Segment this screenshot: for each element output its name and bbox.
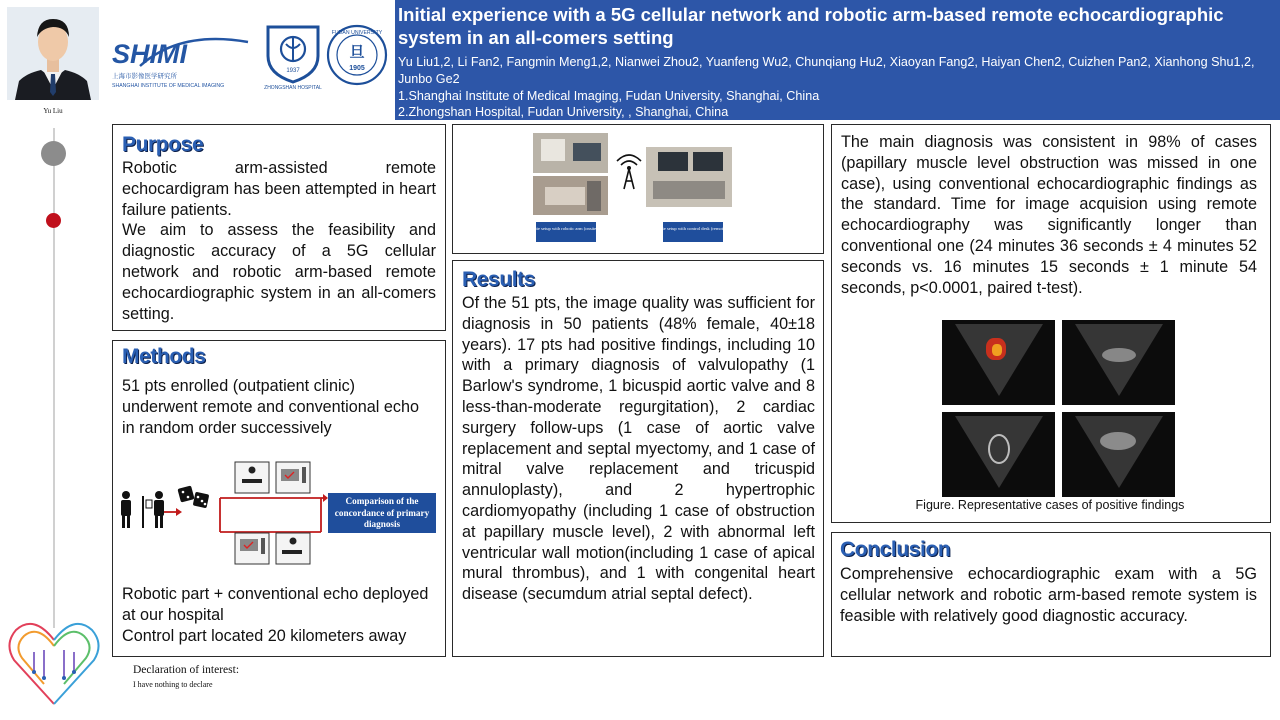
affiliations (398, 88, 1276, 120)
purpose-heading: Purpose (122, 133, 204, 156)
echo-image-3 (942, 412, 1055, 497)
methods-intro: 51 pts enrolled (outpatient clinic) underwent remote and conventional echo in random order successively (122, 377, 419, 437)
photo-caption: Yu Liu (43, 107, 63, 115)
fudan-logo-character: 旦 (349, 43, 365, 61)
results-heading: Results (462, 268, 536, 291)
zhongshan-logo-name: ZHONGSHAN HOSPITAL (264, 85, 322, 90)
title-banner (395, 0, 1280, 120)
methods-note-1: Robotic part + conventional echo deployed at our hospital (122, 585, 429, 624)
echo-image-1 (942, 320, 1055, 405)
purpose-section (112, 124, 446, 331)
fudan-logo-year: 1905 (349, 65, 365, 72)
zhongshan-logo-year: 1937 (286, 68, 300, 74)
shimi-logo-chinese: 上海市影像医学研究所 (112, 72, 177, 80)
methods-note-2: Control part located 20 kilometers away (122, 626, 407, 645)
fudan-university-logo (326, 22, 388, 90)
timeline-dot-grey (41, 141, 66, 166)
echo-image-4 (1062, 412, 1175, 497)
methods-notes (122, 584, 442, 646)
setup-caption-left: On-site setup with robotic arm (onsite end) (526, 226, 606, 231)
methods-heading: Methods (122, 345, 206, 368)
fudan-logo-name: FUDAN UNIVERSITY (331, 30, 383, 36)
shimi-logo-english: SHANGHAI INSTITUTE OF MEDICAL IMAGING (112, 83, 225, 89)
declaration-title: Declaration of interest: (133, 664, 240, 676)
poster-title: Initial experience with a 5G cellular network and robotic arm-based remote echocardiographic system in an all-comers setting (398, 4, 1224, 48)
affiliation-1: 1.Shanghai Institute of Medical Imaging, Fudan University, Shanghai, China (398, 89, 820, 103)
comparison-box: Comparison of the concordance of primary diagnosis (328, 493, 436, 533)
declaration-detail: I have nothing to declare (133, 680, 213, 689)
findings-text: The main diagnosis was consistent in 98% of cases (papillary muscle level obstruction was missed in one case), using conventional echocardiographic findings as the standard. Time for image acquision using remote echocardiography was significantly longer than conventional one (24 minutes 36 seconds ± 4 minutes 52 seconds vs. 16 minutes 15 seconds ± 1 minute 54 seconds, p<0.0001, paired t-test). (841, 133, 1257, 297)
setup-figure (452, 124, 824, 254)
purpose-paragraph-2: We aim to assess the feasibility and diagnostic accuracy of a 5G cellular network and robotic arm-based remote echocardiographic system in an all-comers setting. (122, 221, 436, 323)
purpose-paragraph-1: Robotic arm-assisted remote echocardigram has been attempted in heart failure patients. (122, 159, 436, 219)
timeline-dot-red (46, 213, 61, 228)
shimi-logo (110, 22, 252, 90)
setup-caption-right: Remote setup with control desk (remote end) (651, 226, 735, 231)
conclusion-section (831, 532, 1271, 657)
timeline-line (53, 128, 55, 628)
findings-figure-caption: Figure. Representative cases of positive findings (915, 498, 1185, 512)
circuit-heart-graphic (4, 612, 104, 712)
results-text: Of the 51 pts, the image quality was sufficient for diagnosis in 50 patients (48% female, 40±18 years). 17 pts had positive findings, including 10 with a primary diagnosis of valvulopathy (1 Barlow's syndrome, 1 bicuspid aortic valve and 8 less-than-moderate regurgitation), 2 cardiac surgery follow-ups (1 case of aortic valve replacement and septal myectomy, and 1 case of mitral valve replacement and tricuspid annuloplasty), and 2 hypertrophic cardiomyopathy (including 1 case of obstruction at papillary muscle level), 2 with abnormal left ventricular wall motion(including 1 case of apical mural thrombus), and 1 with congenital heart disease (secumdum atrial septal defect). (462, 294, 815, 604)
echo-image-2 (1062, 320, 1175, 405)
conclusion-heading: Conclusion (840, 538, 951, 561)
zhongshan-hospital-logo (262, 22, 324, 90)
author-photo (7, 7, 99, 100)
results-section (452, 260, 824, 657)
affiliation-2: 2.Zhongshan Hospital, Fudan University, , Shanghai, China (398, 105, 729, 119)
conclusion-text: Comprehensive echocardiographic exam with a 5G cellular network and robotic arm-based remote system is feasible with relatively good diagnostic accuracy. (840, 565, 1257, 625)
shimi-logo-text: SHIMI (112, 39, 188, 69)
author-list: Yu Liu1,2, Li Fan2, Fangmin Meng1,2, Nianwei Zhou2, Yuanfeng Wu2, Chunqiang Hu2, Xiaoyan Fang2, Haiyan Chen2, Cuizhen Pan2, Xianhong Shu1,2, Junbo Ge2 (398, 55, 1255, 86)
